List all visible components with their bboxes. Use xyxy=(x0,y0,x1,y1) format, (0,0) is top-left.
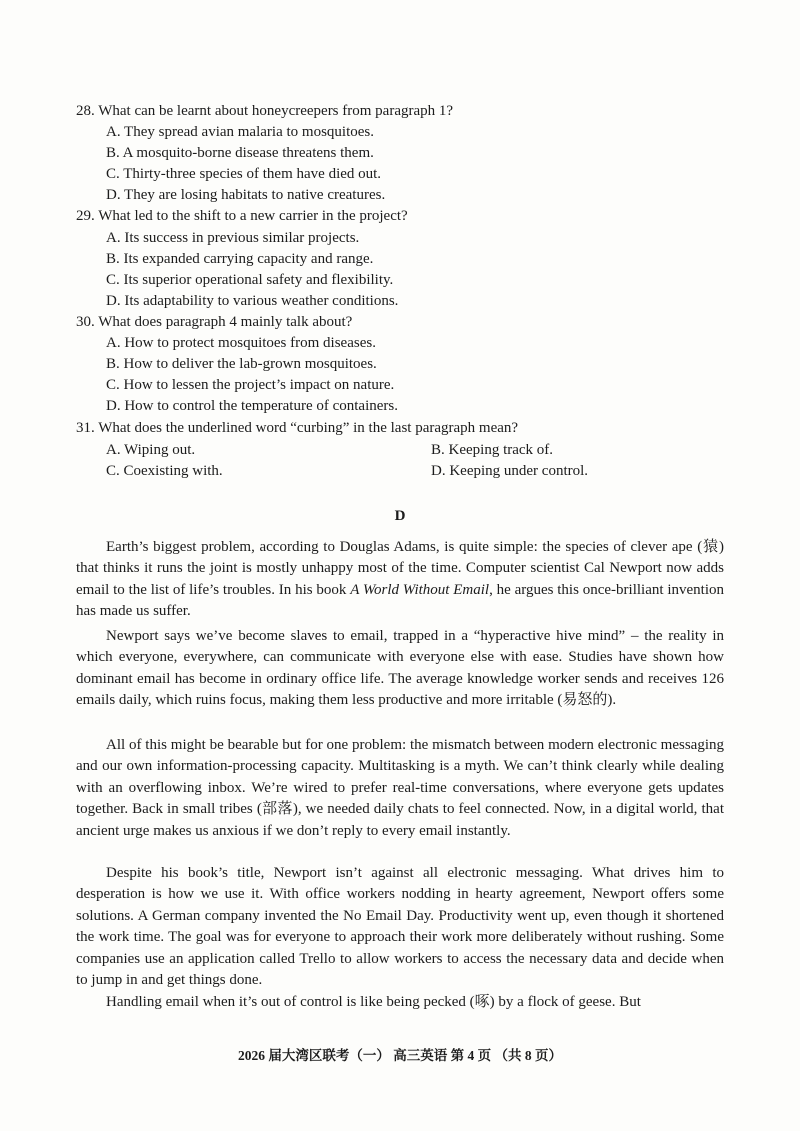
question-29-option-c: C. Its superior operational safety and flexibility. xyxy=(106,272,394,288)
passage-paragraph-5: Handling email when it’s out of control is like being pecked (啄) by a flock of geese. But xyxy=(106,994,641,1010)
question-30-option-b: B. How to deliver the lab-grown mosquitoes. xyxy=(106,356,377,372)
question-29-option-a: A. Its success in previous similar projects. xyxy=(106,230,360,246)
question-29-stem: 29. What led to the shift to a new carrier in the project? xyxy=(76,208,408,224)
book-title: A World Without Email xyxy=(350,581,490,598)
paragraph-1-text-a: Earth’s biggest problem, according to Douglas Adams, is quite simple: the species of clever ape (猿) that thinks it runs the joint is mostly unhappy most of the time. Computer scientist Cal Newport now adds email to the list of life’s troubles. In his book xyxy=(76,539,724,598)
question-31-option-a: A. Wiping out. xyxy=(106,442,196,458)
question-29-option-d: D. Its adaptability to various weather conditions. xyxy=(106,293,399,309)
question-31-option-d: D. Keeping under control. xyxy=(431,463,589,479)
question-28-option-d: D. They are losing habitats to native creatures. xyxy=(106,187,386,203)
question-30-option-a: A. How to protect mosquitoes from diseases. xyxy=(106,335,376,351)
question-29-option-b: B. Its expanded carrying capacity and range. xyxy=(106,251,374,267)
question-31-option-b: B. Keeping track of. xyxy=(431,442,554,458)
question-30-stem: 30. What does paragraph 4 mainly talk about? xyxy=(76,314,353,330)
question-30-option-d: D. How to control the temperature of containers. xyxy=(106,398,398,414)
question-31-option-c: C. Coexisting with. xyxy=(106,463,223,479)
passage-paragraph-4: Despite his book’s title, Newport isn’t against all electronic messaging. What drives him to desperation is how we use it. With office workers nodding in hearty agreement, Newport offers some solutions. A German company invented the No Email Day. Productivity went up, even though it shortened the work time. The goal was for everyone to approach their work more deliberately without rushing. Some companies use an application called Trello to allow workers to access the necessary data and decide when to jump in and get things done. xyxy=(76,865,724,989)
passage-paragraph-3: All of this might be bearable but for one problem: the mismatch between modern electronic messaging and our own information-processing capacity. Multitasking is a myth. We can’t think clearly while dealing with an overflowing inbox. We’re wired to prefer real-time conversations, where everyone gets updates together. Back in small tribes (部落), we needed daily chats to feel connected. Now, in a digital world, that ancient urge makes us anxious if we don’t reply to every email instantly. xyxy=(76,737,724,839)
section-title: D xyxy=(394,508,406,524)
question-28-option-b: B. A mosquito-borne disease threatens them. xyxy=(106,145,374,161)
question-31-stem: 31. What does the underlined word “curbing” in the last paragraph mean? xyxy=(76,420,519,436)
page-footer: 2026 届大湾区联考（一） 高三英语 第 4 页 （共 8 页） xyxy=(238,1048,562,1063)
passage-paragraph-1 xyxy=(76,537,724,623)
passage-paragraph-2: Newport says we’ve become slaves to email, trapped in a “hyperactive hive mind” – the reality in which everyone, everywhere, can communicate with everyone else with ease. Studies have shown how dominant email has become in ordinary office life. The average knowledge worker sends and receives 126 emails daily, which ruins focus, making them less productive and more irritable (易怒的). xyxy=(76,628,724,709)
question-28-option-a: A. They spread avian malaria to mosquitoes. xyxy=(106,124,374,140)
question-28-option-c: C. Thirty-three species of them have died out. xyxy=(106,166,382,182)
question-28-stem: 28. What can be learnt about honeycreepers from paragraph 1? xyxy=(76,103,454,119)
paragraph-1-text-b: , he argues this once-brilliant invention has made us suffer. xyxy=(76,581,724,620)
question-30-option-c: C. How to lessen the project’s impact on nature. xyxy=(106,377,395,393)
